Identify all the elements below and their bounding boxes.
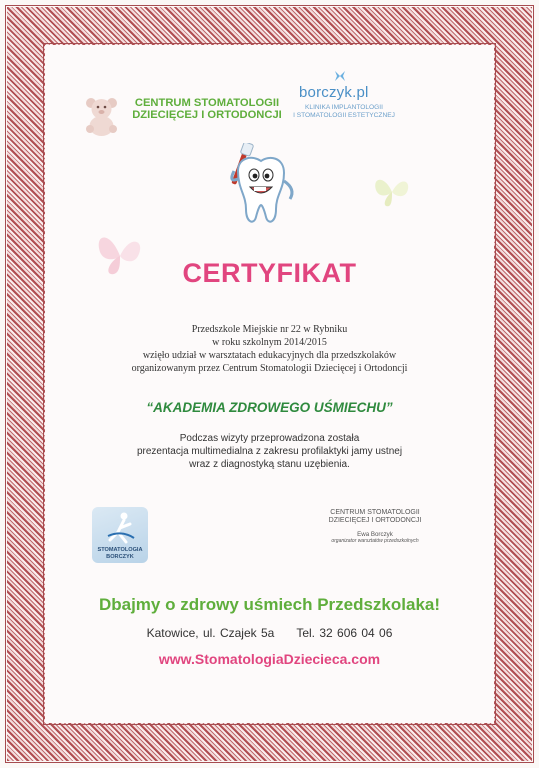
partner-logo-brand: borczyk.pl — [299, 84, 369, 101]
stamp-line1: STOMATOLOGIA — [97, 547, 143, 553]
phone: Tel. 32 606 04 06 — [296, 626, 393, 640]
stamp-figure-icon — [104, 510, 138, 546]
description-line: prezentacja multimedialna z zakresu profilaktyki jamy ustnej — [136, 446, 403, 457]
signer-block — [300, 531, 450, 545]
clinic-logo-text — [127, 97, 287, 121]
description-line: wraz z diagnostyką stanu uzębienia. — [189, 459, 350, 470]
description-line: Podczas wizyty przeprowadzona została — [179, 433, 360, 444]
signer-name: Ewa Borczyk — [357, 531, 393, 538]
description-block — [0, 432, 539, 471]
recipient-line: Przedszkole Miejskie nr 22 w Rybniku — [191, 324, 348, 335]
signer-role: organizator warsztatów przedszkolnych — [331, 538, 419, 544]
stamp-text — [84, 547, 156, 560]
partner-logo-subtitle — [283, 104, 405, 120]
clinic-logo-line1: CENTRUM STOMATOLOGII — [134, 97, 280, 109]
recipient-block — [0, 323, 539, 375]
butterfly-right-icon — [370, 170, 414, 210]
program-name: “AKADEMIA ZDROWEGO UŚMIECHU” — [146, 400, 393, 415]
partner-logo-line2: I STOMATOLOGII ESTETYCZNEJ — [293, 112, 395, 119]
teddy-bear-icon — [82, 95, 124, 137]
clinic-logo-line2: DZIECIĘCEJ I ORTODONCJI — [132, 109, 282, 121]
certificate-title: CERTYFIKAT — [182, 258, 357, 288]
recipient-line: organizowanym przez Centrum Stomatologii Dziecięcej i Ortodoncji — [131, 363, 408, 374]
signature-clinic — [300, 509, 450, 525]
partner-logo-line1: KLINIKA IMPLANTOLOGII — [305, 104, 383, 111]
contact-line — [0, 626, 539, 640]
signature-clinic-line1: CENTRUM STOMATOLOGII — [330, 509, 420, 516]
stamp-line2: BORCZYK — [106, 553, 134, 560]
tooth-mascot-icon — [208, 143, 308, 233]
recipient-line: w roku szkolnym 2014/2015 — [212, 337, 327, 348]
signature-clinic-line2: DZIECIĘCEJ I ORTODONCJI — [328, 517, 422, 524]
website-link[interactable]: www.StomatologiaDziecieca.com — [158, 651, 381, 667]
address: Katowice, ul. Czajek 5a — [146, 626, 275, 640]
partner-logo-icon — [333, 70, 347, 82]
slogan: Dbajmy o zdrowy uśmiech Przedszkolaka! — [98, 595, 441, 614]
recipient-line: wzięło udział w warsztatach edukacyjnych dla przedszkolaków — [142, 350, 397, 361]
